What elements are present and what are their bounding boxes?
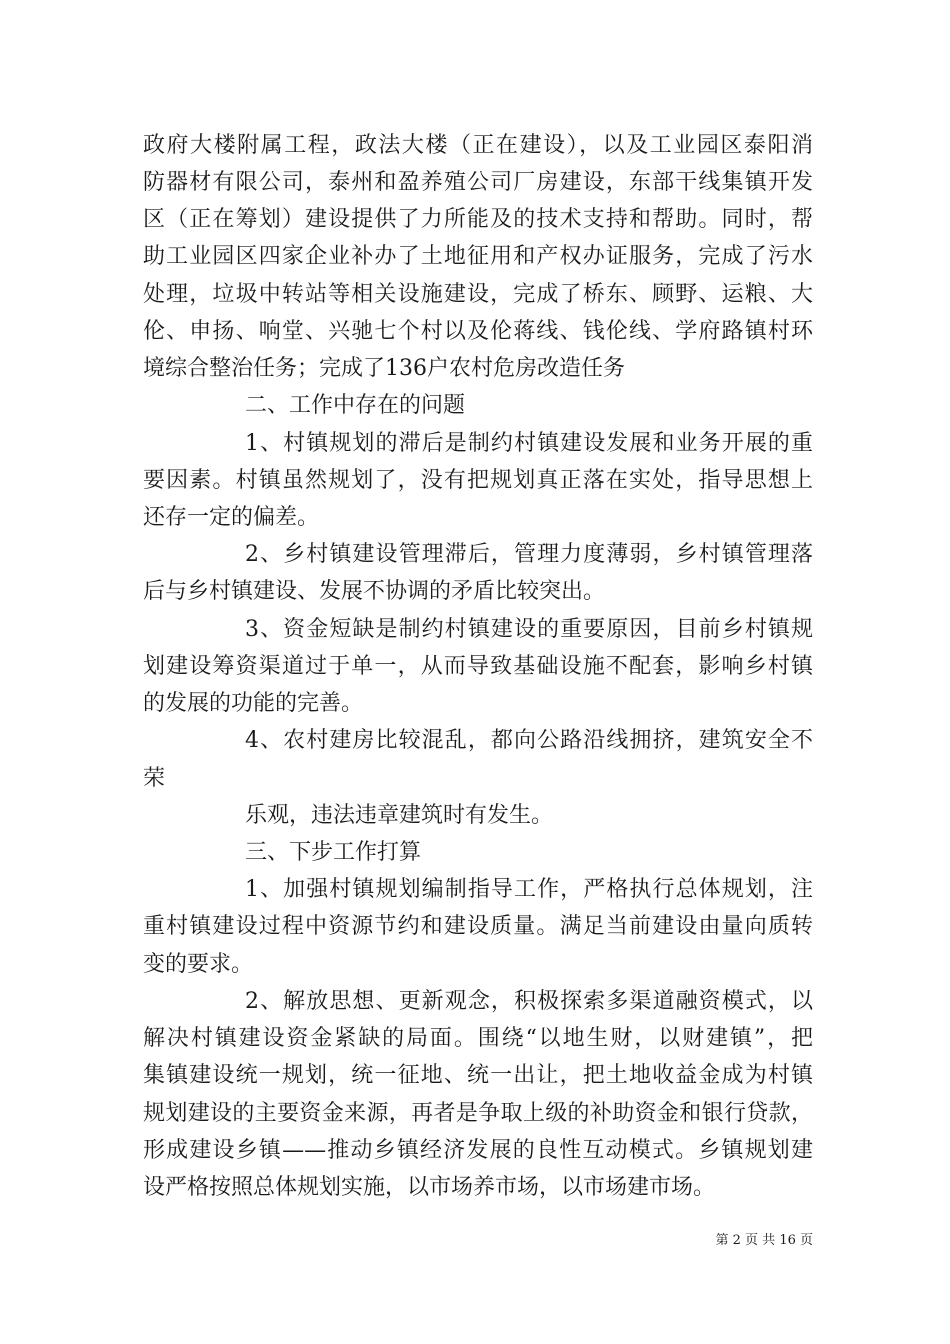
text-line: 三、下步工作打算 <box>245 840 422 865</box>
text-line: 伦、申扬、响堂、兴驰七个村以及伦蒋线、钱伦线、学府路镇村环 <box>143 319 813 344</box>
page-number-footer: 第 2 页 共 16 页 <box>715 1233 813 1248</box>
text-line: 2、乡村镇建设管理滞后，管理力度薄弱，乡村镇管理落 <box>245 542 813 567</box>
text-line: 变的要求。 <box>143 952 254 977</box>
text-line: 形成建设乡镇——推动乡镇经济发展的良性互动模式。乡镇规划建 <box>143 1138 813 1163</box>
text-line: 3、资金短缺是制约村镇建设的重要原因，目前乡村镇规 <box>245 617 813 642</box>
text-line: 解决村镇建设资金紧缺的局面。围绕“以地生财，以财建镇”，把 <box>143 1026 813 1051</box>
text-line: 助工业园区四家企业补办了土地征用和产权办证服务，完成了污水 <box>143 244 813 269</box>
text-line: 划建设筹资渠道过于单一，从而导致基础设施不配套，影响乡村镇 <box>143 654 813 679</box>
text-line: 二、工作中存在的问题 <box>245 393 466 418</box>
text-line: 境综合整治任务；完成了136户农村危房改造任务 <box>143 356 625 381</box>
text-line: 区（正在筹划）建设提供了力所能及的技术支持和帮助。同时，帮 <box>143 207 813 232</box>
text-line: 设严格按照总体规划实施，以市场养市场，以市场建市场。 <box>143 1175 716 1200</box>
text-line: 1、村镇规划的滞后是制约村镇建设发展和业务开展的重 <box>245 431 813 456</box>
text-line: 4、农村建房比较混乱，都向公路沿线拥挤，建筑安全不 <box>245 728 813 753</box>
text-line: 后与乡村镇建设、发展不协调的矛盾比较突出。 <box>143 579 606 604</box>
text-line: 还存一定的偏差。 <box>143 505 320 530</box>
text-line: 荣 <box>143 766 166 791</box>
text-line: 规划建设的主要资金来源，再者是争取上级的补助资金和银行贷款， <box>143 1101 813 1126</box>
text-line: 乐观，违法违章建筑时有发生。 <box>245 803 554 828</box>
text-line: 1、加强村镇规划编制指导工作，严格执行总体规划，注 <box>245 877 813 902</box>
text-line: 处理，垃圾中转站等相关设施建设，完成了桥东、顾野、运粮、大 <box>143 282 813 307</box>
text-line: 集镇建设统一规划，统一征地、统一出让，把土地收益金成为村镇 <box>143 1063 813 1088</box>
text-line: 重村镇建设过程中资源节约和建设质量。满足当前建设由量向质转 <box>143 914 813 939</box>
text-line: 2、解放思想、更新观念，积极探索多渠道融资模式，以 <box>245 989 813 1014</box>
text-line: 要因素。村镇虽然规划了，没有把规划真正落在实处，指导思想上 <box>143 468 813 493</box>
text-line: 防器材有限公司，泰州和盈养殖公司厂房建设，东部干线集镇开发 <box>143 170 813 195</box>
text-line: 的发展的功能的完善。 <box>143 691 364 716</box>
text-line: 政府大楼附属工程，政法大楼（正在建设），以及工业园区泰阳消 <box>143 133 813 158</box>
